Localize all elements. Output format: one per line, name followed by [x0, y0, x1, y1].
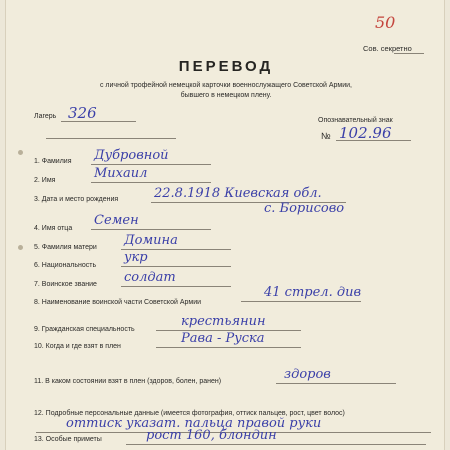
field-value-11: здоров — [284, 367, 331, 382]
field-value-10: Рава - Руска — [181, 331, 265, 346]
field-label-10: 10. Когда и где взят в плен — [34, 343, 121, 350]
field-underline-4 — [91, 229, 211, 230]
field-underline-10 — [156, 347, 301, 348]
field-label-6: 6. Национальность — [34, 262, 97, 269]
field-label-7: 7. Воинское звание — [34, 281, 97, 288]
document-subtitle-line-2: бывшего в немецком плену. — [180, 92, 272, 99]
field-label-8: 8. Наименование воинской части Советской Армии — [34, 299, 202, 306]
camp-value: 326 — [68, 104, 97, 122]
punch-hole — [18, 245, 23, 250]
id-tag-label: Опознавательный знак — [318, 117, 393, 124]
field-underline-2 — [91, 182, 211, 183]
field-label-13: 13. Особые приметы — [34, 436, 102, 443]
field-value-3: 22.8.1918 Киевская обл. — [154, 186, 322, 201]
red-annotation: 50 — [375, 13, 396, 32]
field-label-11: 11. В каком состоянии взят в плен (здоров, болен, ранен) — [34, 378, 222, 385]
field-value-13: рост 160, блондин — [146, 428, 277, 443]
field-label-12: 12. Подробные персональные данные (имеется фотография, оттиск пальцев, рост, цвет волос) — [34, 410, 345, 417]
document-sheet — [5, 0, 445, 450]
field-label-2: 2. Имя — [34, 177, 56, 184]
field-underline-7 — [121, 286, 231, 287]
classification-underline — [394, 53, 424, 54]
field-label-5: 5. Фамилия матери — [34, 244, 97, 251]
field-value-9: крестьянин — [181, 314, 266, 329]
document-title: ПЕРЕВОД — [178, 58, 274, 75]
camp-underline — [61, 121, 136, 122]
field-underline-8 — [241, 301, 361, 302]
id-tag-value: 102.96 — [339, 124, 392, 142]
field-value-8: 41 стрел. див — [264, 285, 362, 300]
field-value-3-continued: с. Борисово — [264, 201, 345, 216]
field-value-7: солдат — [124, 270, 176, 285]
field-label-9: 9. Гражданская специальность — [34, 326, 135, 333]
field-label-4: 4. Имя отца — [34, 225, 73, 232]
field-value-12: оттиск указат. пальца правой руки — [66, 416, 322, 431]
header-separator — [46, 138, 176, 139]
field-value-1: Дубровной — [94, 148, 169, 163]
document-subtitle-line-1: с личной трофейной немецкой карточки военнослужащего Советской Армии, — [99, 82, 353, 89]
field-label-3: 3. Дата и место рождения — [34, 196, 119, 203]
punch-hole — [18, 150, 23, 155]
field-label-1: 1. Фамилия — [34, 158, 72, 165]
field-value-4: Семен — [94, 213, 139, 228]
field-underline-11 — [276, 383, 396, 384]
field-value-5: Домина — [124, 233, 178, 248]
camp-label: Лагерь — [34, 113, 57, 120]
classification-stamp: Сов. секретно — [363, 44, 412, 53]
field-value-2: Михаил — [94, 166, 148, 181]
field-underline-1 — [91, 164, 211, 165]
id-tag-underline — [336, 140, 411, 141]
field-underline-6 — [121, 266, 231, 267]
id-tag-number-sign: № — [321, 131, 331, 141]
field-value-6: укр — [124, 250, 148, 265]
field-underline-13 — [126, 444, 426, 445]
